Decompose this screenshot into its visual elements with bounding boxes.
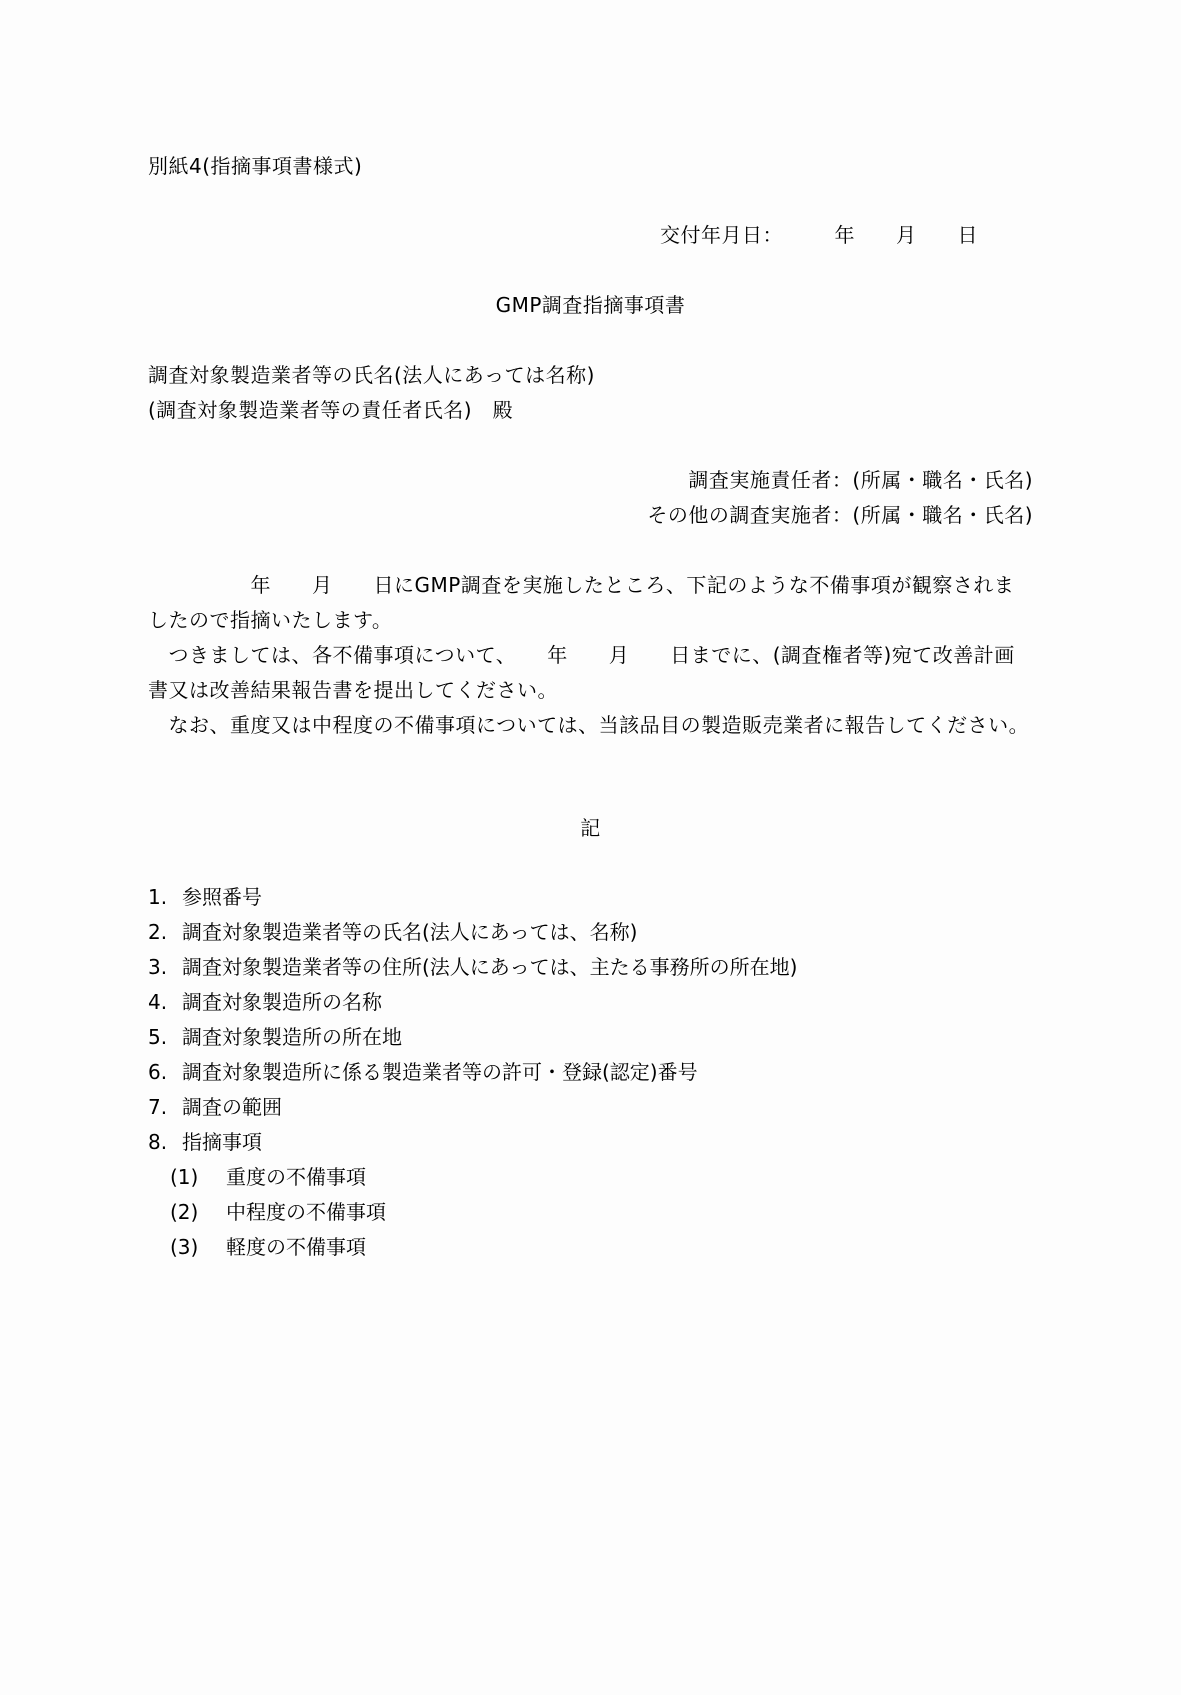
- list-item-number: 6.: [148, 1060, 168, 1084]
- list-item: [148, 1059, 698, 1085]
- sub-item-number: (1): [170, 1165, 199, 1189]
- list-item: [148, 989, 382, 1015]
- attachment-label: 別紙4(指摘事項書様式): [148, 154, 363, 178]
- list-item-text: 調査対象製造所に係る製造業者等の許可・登録(認定)番号: [182, 1060, 698, 1084]
- list-item-number: 5.: [148, 1025, 168, 1049]
- list-item-text: 調査の範囲: [182, 1095, 282, 1119]
- list-item-text: 参照番号: [182, 885, 262, 909]
- sub-item-text: 重度の不備事項: [226, 1165, 366, 1189]
- list-item-text: 指摘事項: [182, 1130, 262, 1154]
- list-item-number: 7.: [148, 1095, 168, 1119]
- sub-item-text: 中程度の不備事項: [226, 1200, 386, 1224]
- sub-list-item: [170, 1199, 386, 1225]
- sub-item-text: 軽度の不備事項: [226, 1235, 366, 1259]
- list-item-number: 2.: [148, 920, 168, 944]
- list-item-text: 調査対象製造業者等の氏名(法人にあっては、名称): [182, 920, 638, 944]
- list-item-number: 1.: [148, 885, 168, 909]
- list-item-text: 調査対象製造業者等の住所(法人にあっては、主たる事務所の所在地): [182, 955, 798, 979]
- list-item-text: 調査対象製造所の所在地: [182, 1025, 402, 1049]
- list-item: [148, 884, 262, 910]
- list-item: [148, 1094, 282, 1120]
- sub-item-number: (2): [170, 1200, 199, 1224]
- body-paragraph-3: なお、重度又は中程度の不備事項については、当該品目の製造販売業者に報告してください。: [148, 713, 1030, 737]
- list-item: [148, 1024, 402, 1050]
- list-item: [148, 919, 637, 945]
- sub-list-item: [170, 1164, 366, 1190]
- list-item-number: 4.: [148, 990, 168, 1014]
- addressee-name: 調査対象製造業者等の氏名(法人にあっては名称): [148, 363, 595, 387]
- list-item: [148, 1129, 262, 1155]
- addressee-responsible-person: (調査対象製造業者等の責任者氏名) 殿: [148, 398, 514, 422]
- document-title: GMP調査指摘事項書: [495, 293, 686, 317]
- body-paragraph-1: 年 月 日にGMP調査を実施したところ、下記のような不備事項が観察されましたので指摘いたします。: [148, 573, 1015, 632]
- lead-inspector: 調査実施責任者：(所属・職名・氏名): [688, 468, 1033, 492]
- sub-item-number: (3): [170, 1235, 199, 1259]
- sub-list-item: [170, 1234, 366, 1260]
- ki-heading: 記: [580, 816, 601, 840]
- list-item-number: 3.: [148, 955, 168, 979]
- list-item: [148, 954, 797, 980]
- other-inspectors: その他の調査実施者：(所属・職名・氏名): [647, 503, 1033, 527]
- issue-date: 交付年月日： 年 月 日: [660, 223, 978, 247]
- list-item-text: 調査対象製造所の名称: [182, 990, 382, 1014]
- body-paragraph-2: つきましては、各不備事項について、 年 月 日までに、(調査権者等)宛て改善計画書又は改善結果報告書を提出してください。: [148, 643, 1015, 702]
- list-item-number: 8.: [148, 1130, 168, 1154]
